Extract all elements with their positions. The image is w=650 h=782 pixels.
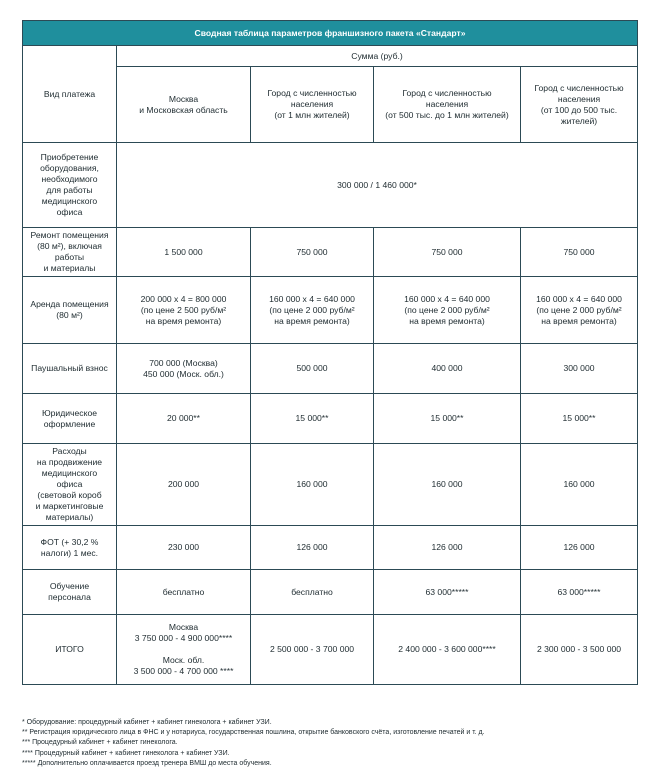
col-header-100k: Город с численностью населения (от 100 до 500 тыс. жителей) bbox=[521, 67, 638, 143]
title-row bbox=[23, 21, 638, 46]
promotion-500k: 160 000 bbox=[374, 444, 521, 526]
legal-100k: 15 000** bbox=[521, 394, 638, 444]
legal-1m: 15 000** bbox=[251, 394, 374, 444]
table-row bbox=[23, 228, 638, 277]
table-row bbox=[23, 526, 638, 570]
lump-sum-100k: 300 000 bbox=[521, 344, 638, 394]
promotion-moscow: 200 000 bbox=[117, 444, 251, 526]
payroll-100k: 126 000 bbox=[521, 526, 638, 570]
table-row bbox=[23, 277, 638, 344]
col-header-moscow: Москва и Московская область bbox=[117, 67, 251, 143]
row-label-payroll: ФОТ (+ 30,2 % налоги) 1 мес. bbox=[23, 526, 117, 570]
row-label-promotion: Расходы на продвижение медицинского офиса (световой короб и маркетинговые материалы) bbox=[23, 444, 117, 526]
training-1m: бесплатно bbox=[251, 570, 374, 615]
total-500k: 2 400 000 - 3 600 000**** bbox=[374, 615, 521, 685]
col-header-1m: Город с численностью населения (от 1 млн жителей) bbox=[251, 67, 374, 143]
row-label-total: ИТОГО bbox=[23, 615, 117, 685]
repair-500k: 750 000 bbox=[374, 228, 521, 277]
promotion-1m: 160 000 bbox=[251, 444, 374, 526]
header-row-sum bbox=[23, 46, 638, 67]
col-header-500k: Город с численностью населения (от 500 тыс. до 1 млн жителей) bbox=[374, 67, 521, 143]
lump-sum-1m: 500 000 bbox=[251, 344, 374, 394]
footnote: ** Регистрация юридического лица в ФНС и у нотариуса, государственная пошлина, открытие банковского счёта, изготовление печатей и т. д. bbox=[22, 729, 485, 737]
row-label-repair: Ремонт помещения (80 м²), включая работы и материалы bbox=[23, 228, 117, 277]
rent-1m: 160 000 х 4 = 640 000 (по цене 2 000 руб/м² на время ремонта) bbox=[251, 277, 374, 344]
rent-100k: 160 000 х 4 = 640 000 (по цене 2 000 руб/м² на время ремонта) bbox=[521, 277, 638, 344]
legal-500k: 15 000** bbox=[374, 394, 521, 444]
footnote: **** Процедурный кабинет + кабинет гинеколога + кабинет УЗИ. bbox=[22, 749, 230, 757]
legal-moscow: 20 000** bbox=[117, 394, 251, 444]
footnote: ***** Дополнительно оплачивается проезд тренера ВМШ до места обучения. bbox=[22, 759, 272, 767]
row-label-lump-sum: Паушальный взнос bbox=[23, 344, 117, 394]
training-moscow: бесплатно bbox=[117, 570, 251, 615]
row-label-rent: Аренда помещения (80 м²) bbox=[23, 277, 117, 344]
rent-500k: 160 000 х 4 = 640 000 (по цене 2 000 руб/м² на время ремонта) bbox=[374, 277, 521, 344]
training-100k: 63 000***** bbox=[521, 570, 638, 615]
payment-type-header: Вид платежа bbox=[23, 46, 117, 143]
repair-moscow: 1 500 000 bbox=[117, 228, 251, 277]
rent-moscow: 200 000 х 4 = 800 000 (по цене 2 500 руб/м² на время ремонта) bbox=[117, 277, 251, 344]
footnote: *** Процедурный кабинет + кабинет гинеколога. bbox=[22, 739, 178, 747]
lump-sum-500k: 400 000 bbox=[374, 344, 521, 394]
franchise-table bbox=[22, 20, 638, 685]
table-row bbox=[23, 143, 638, 228]
row-label-legal: Юридическое оформление bbox=[23, 394, 117, 444]
total-1m: 2 500 000 - 3 700 000 bbox=[251, 615, 374, 685]
total-100k: 2 300 000 - 3 500 000 bbox=[521, 615, 638, 685]
payroll-1m: 126 000 bbox=[251, 526, 374, 570]
training-500k: 63 000***** bbox=[374, 570, 521, 615]
row-label-equipment: Приобретение оборудования, необходимого для работы медицинского офиса bbox=[23, 143, 117, 228]
payroll-moscow: 230 000 bbox=[117, 526, 251, 570]
total-row bbox=[23, 615, 638, 685]
sum-header: Сумма (руб.) bbox=[117, 46, 638, 67]
table-row bbox=[23, 394, 638, 444]
footnote: * Оборудование: процедурный кабинет + кабинет гинеколога + кабинет УЗИ. bbox=[22, 719, 272, 726]
table-row bbox=[23, 444, 638, 526]
repair-100k: 750 000 bbox=[521, 228, 638, 277]
table-row bbox=[23, 570, 638, 615]
total-moscow: Москва 3 750 000 - 4 900 000**** Моск. обл. 3 500 000 - 4 700 000 **** bbox=[117, 615, 251, 685]
payroll-500k: 126 000 bbox=[374, 526, 521, 570]
repair-1m: 750 000 bbox=[251, 228, 374, 277]
equipment-value: 300 000 / 1 460 000* bbox=[117, 143, 638, 228]
lump-sum-moscow: 700 000 (Москва) 450 000 (Моск. обл.) bbox=[117, 344, 251, 394]
table-title: Сводная таблица параметров франшизного пакета «Стандарт» bbox=[23, 21, 638, 46]
promotion-100k: 160 000 bbox=[521, 444, 638, 526]
footnotes bbox=[22, 718, 637, 769]
row-label-training: Обучение персонала bbox=[23, 570, 117, 615]
table-row bbox=[23, 344, 638, 394]
